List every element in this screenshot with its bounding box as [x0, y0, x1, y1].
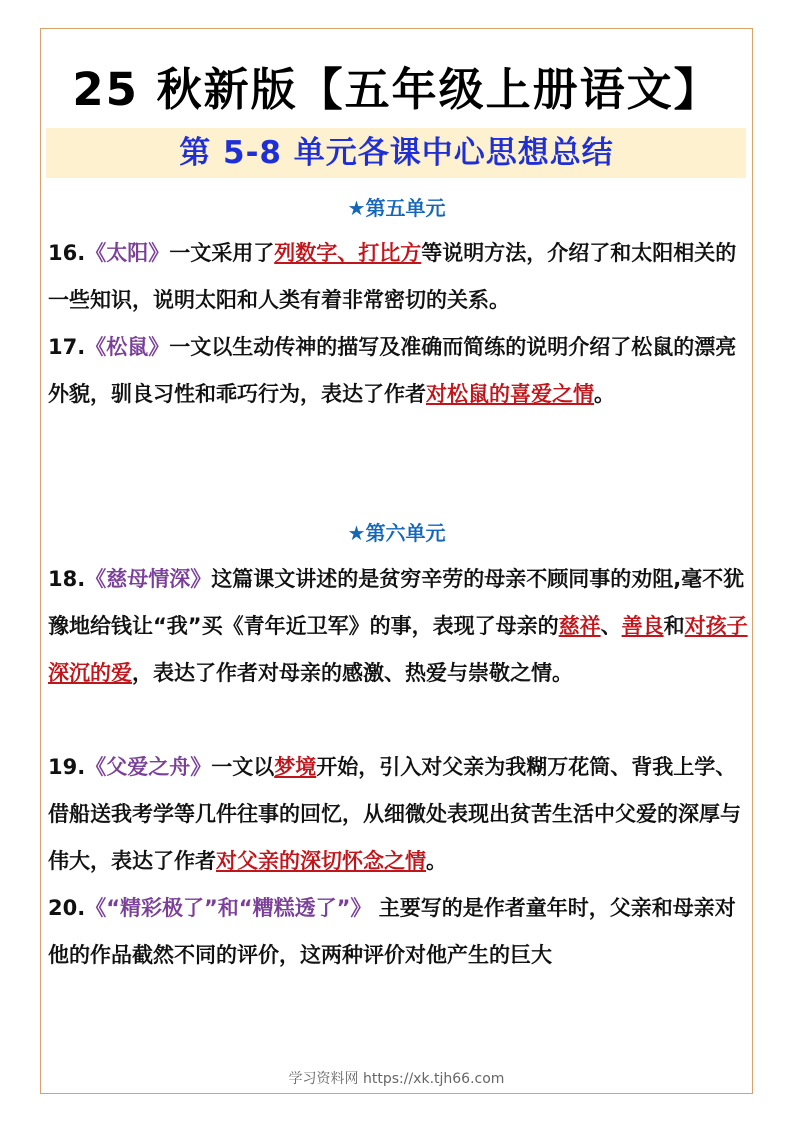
lesson-title: 《太阳》	[85, 241, 170, 265]
lesson-19-summary	[48, 744, 748, 885]
summary-text: 等说明方法，介绍了和太阳相关的一些知识，说明太阳和人类有着非常密切的关系。	[48, 241, 737, 312]
key-phrase: 慈祥	[558, 614, 601, 638]
summary-text: 。	[426, 849, 447, 873]
summary-text: 主要写的是作者童年时，父亲和母亲对他的作品截然不同的评价，这两种评价对他产生的巨大	[48, 896, 736, 967]
summary-text: 、	[600, 614, 622, 638]
key-phrase: 对父亲的深切怀念之情	[216, 849, 426, 873]
lesson-title: 《“精彩极了”和“糟糕透了”》	[85, 896, 372, 920]
summary-text: 这篇课文讲述的是贫穷辛劳的母亲不顾同事的劝阻,毫不犹豫地给钱让“我”买《青年近卫军》的事，表现了母亲的	[48, 567, 745, 638]
key-phrase: 梦境	[274, 755, 317, 779]
section-heading-unit5: ★第五单元	[347, 196, 446, 220]
summary-text: 一文以生动传神的描写及准确而简练的说明介绍了松鼠的漂亮外貌，驯良习性和乖巧行为，表达了作者	[48, 335, 737, 406]
key-phrase: 对孩子深沉的爱	[48, 614, 748, 685]
page-title: 25 秋新版【五年级上册语文】	[72, 63, 721, 116]
summary-text: ，表达了作者对母亲的感激、热爱与崇敬之情。	[132, 661, 573, 685]
key-phrase: 对松鼠的喜爱之情	[426, 382, 594, 406]
lesson-16-summary	[48, 230, 748, 324]
lesson-number: 18.	[48, 567, 86, 591]
lesson-18-summary	[48, 556, 748, 697]
lesson-title: 《父爱之舟》	[85, 755, 212, 779]
footer-watermark: 学习资料网 https://xk.tjh66.com	[288, 1071, 505, 1087]
lesson-number: 16.	[48, 241, 86, 265]
key-phrase: 善良	[621, 614, 664, 638]
summary-text: 一文以	[211, 755, 275, 779]
lesson-number: 17.	[48, 335, 86, 359]
summary-text: 开始，引入对父亲为我糊万花筒、背我上学、借船送我考学等几件往事的回忆，从细微处表现出贫苦生活中父爱的深厚与伟大，表达了作者	[48, 755, 741, 873]
key-phrase: 列数字、打比方	[274, 241, 422, 265]
lesson-number: 19.	[48, 755, 86, 779]
lesson-number: 20.	[48, 896, 86, 920]
summary-text: 和	[663, 614, 685, 638]
summary-text: 一文采用了	[169, 241, 275, 265]
lesson-title: 《慈母情深》	[85, 567, 212, 591]
page-subtitle: 第 5-8 单元各课中心思想总结	[179, 135, 614, 171]
summary-text: 。	[594, 382, 615, 406]
lesson-title: 《松鼠》	[85, 335, 170, 359]
section-heading-unit6: ★第六单元	[347, 521, 446, 545]
lesson-17-summary	[48, 324, 748, 418]
lesson-20-summary	[48, 885, 748, 979]
